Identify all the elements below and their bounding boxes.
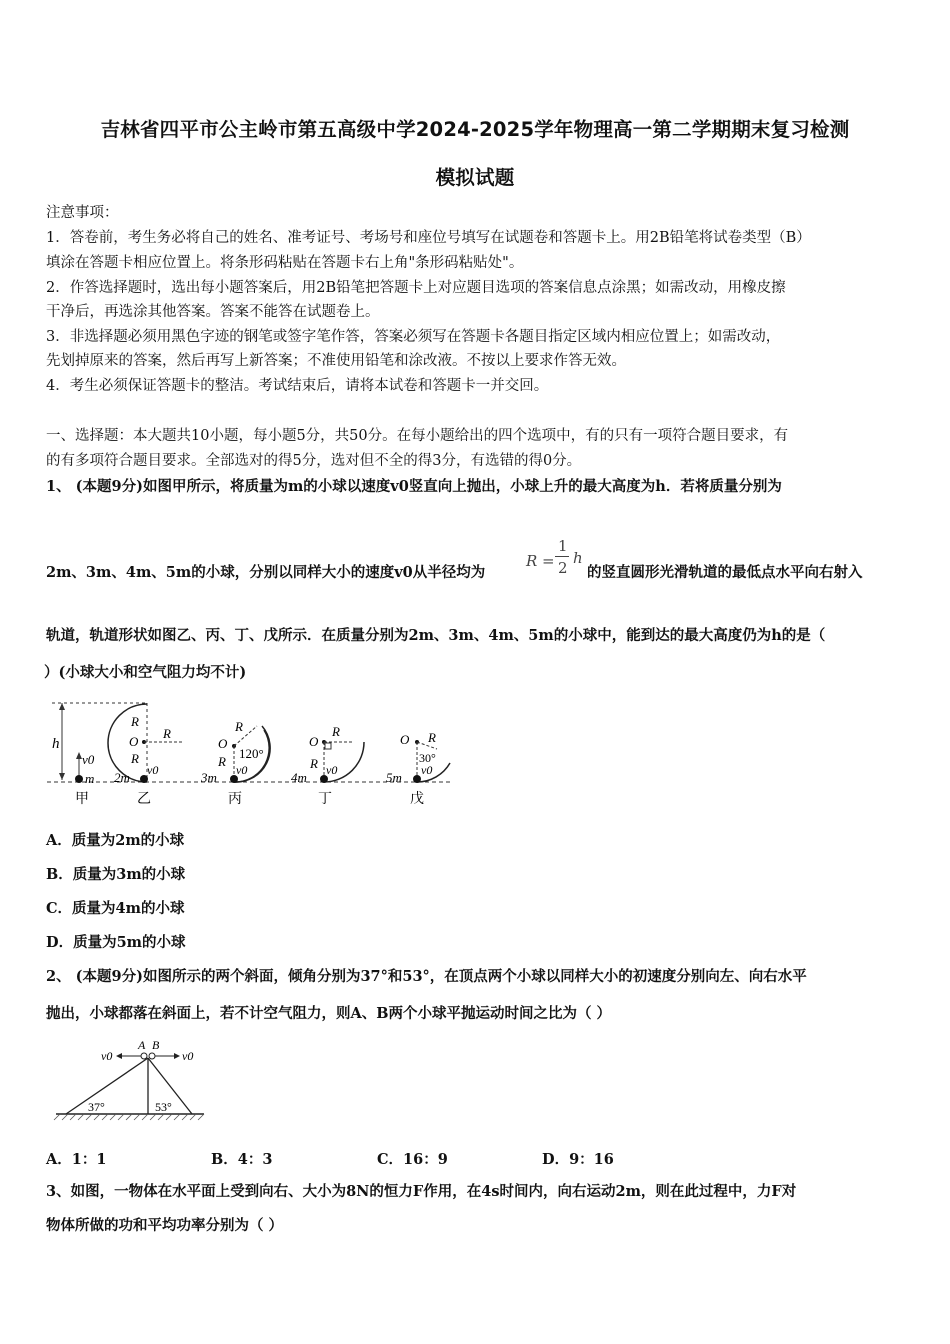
radius-label: R — [218, 754, 226, 769]
velocity-label: v0 — [421, 763, 433, 777]
q2-incline-figure — [52, 1036, 212, 1122]
q1-option-c[interactable]: C．质量为4m的小球 — [46, 900, 185, 917]
angle-37-label: 37° — [88, 1100, 105, 1114]
formula-variable: h — [573, 549, 583, 567]
velocity-right-label: v0 — [182, 1049, 194, 1063]
radius-label: R — [131, 751, 139, 766]
figure-label-yi: 乙 — [137, 792, 151, 807]
exam-title-line2: 模拟试题 — [435, 166, 515, 189]
center-label: O — [129, 734, 139, 749]
height-label: h — [52, 736, 60, 752]
center-label: O — [218, 736, 228, 751]
q3-text: 3、如图，一物体在水平面上受到向右、大小为8N的恒力F作用，在4s时间内，向右运动2m，则在此过程中，力F对 — [46, 1183, 797, 1200]
figure-label-jia: 甲 — [75, 792, 89, 807]
mass-label: 4m — [291, 770, 307, 785]
q1-track-figure — [42, 696, 462, 810]
velocity-label: v0 — [82, 752, 95, 767]
notice-line: 1．答卷前，考生务必将自己的姓名、准考证号、考场号和座位号填写在试题卷和答题卡上。用2B铅笔将试卷类型（B） — [46, 230, 811, 246]
ball-b-label: B — [152, 1038, 160, 1052]
section1-instructions: 一、选择题：本大题共10小题，每小题5分，共50分。在每小题给出的四个选项中，有的只有一项符合题目要求，有 — [46, 428, 789, 444]
radius-label: R — [428, 730, 436, 745]
radius-label: R — [163, 726, 171, 741]
section1-instructions: 的有多项符合题目要求。全部选对的得5分，选对但不全的得3分，有选错的得0分。 — [46, 453, 582, 469]
q1-option-b[interactable]: B．质量为3m的小球 — [46, 866, 186, 883]
radius-label: R — [235, 719, 243, 734]
center-label: O — [400, 732, 410, 747]
figure-label-wu: 戊 — [410, 792, 424, 807]
angle-label: 30° — [419, 751, 436, 765]
q2-option-b[interactable]: B．4：3 — [211, 1151, 273, 1168]
exam-title-line1: 吉林省四平市公主岭市第五高级中学2024-2025学年物理高一第二学期期末复习检测 — [100, 118, 850, 141]
velocity-label: v0 — [326, 763, 338, 777]
velocity-left-label: v0 — [101, 1049, 113, 1063]
ball-a-label: A — [138, 1038, 146, 1052]
notice-line: 干净后，再选涂其他答案。答案不能答在试题卷上。 — [46, 304, 380, 320]
q1-text: 2m、3m、4m、5m的小球，分别以同样大小的速度v0从半径均为 — [46, 564, 486, 581]
radius-label: R — [310, 756, 318, 771]
mass-label: m — [85, 771, 95, 786]
notice-line: 先划掉原来的答案，然后再写上新答案；不准使用铅笔和涂改液。不按以上要求作答无效。 — [46, 353, 626, 369]
formula-denominator: 2 — [558, 559, 568, 577]
notice-line: 4．考生必须保证答题卡的整洁。考试结束后，请将本试卷和答题卡一并交回。 — [46, 378, 549, 394]
mass-label: 3m — [201, 770, 217, 785]
q2-text: 2、 (本题9分)如图所示的两个斜面，倾角分别为37°和53°，在顶点两个小球以同样大小的初速度分别向左、向右水平 — [46, 968, 807, 985]
formula-lhs: R = — [526, 552, 555, 570]
radius-label: R — [131, 714, 139, 729]
notice-heading: 注意事项： — [46, 205, 119, 221]
q2-option-c[interactable]: C．16：9 — [377, 1151, 448, 1168]
q1-text: 1、 (本题9分)如图甲所示，将质量为m的小球以速度v0竖直向上抛出，小球上升的最大高度为h．若将质量分别为 — [46, 478, 782, 495]
angle-label: 120° — [239, 746, 264, 761]
mass-label: 2m — [114, 770, 130, 785]
q1-text: ）(小球大小和空气阻力均不计) — [44, 664, 247, 681]
radius-label: R — [332, 724, 340, 739]
angle-53-label: 53° — [155, 1100, 172, 1114]
figure-label-ding: 丁 — [318, 792, 332, 807]
mass-label: 5m — [386, 770, 402, 785]
q1-option-d[interactable]: D．质量为5m的小球 — [46, 934, 186, 951]
q2-text: 抛出，小球都落在斜面上，若不计空气阻力，则A、B两个小球平抛运动时间之比为（ ） — [46, 1005, 612, 1022]
velocity-label: v0 — [236, 763, 248, 777]
q1-text: 轨道，轨道形状如图乙、丙、丁、戊所示．在质量分别为2m、3m、4m、5m的小球中，能到达的最大高度仍为h的是（ — [46, 627, 826, 644]
notice-line: 2．作答选择题时，选出每小题答案后，用2B铅笔把答题卡上对应题目选项的答案信息点涂黑；如需改动，用橡皮擦 — [46, 280, 786, 296]
formula-numerator: 1 — [558, 537, 568, 555]
q1-text: 的竖直圆形光滑轨道的最低点水平向右射入 — [587, 564, 863, 581]
q3-text: 物体所做的功和平均功率分别为（ ） — [46, 1217, 284, 1234]
q1-option-a[interactable]: A．质量为2m的小球 — [46, 832, 185, 849]
center-label: O — [309, 734, 319, 749]
velocity-label: v0 — [147, 763, 159, 777]
q2-option-d[interactable]: D．9：16 — [542, 1151, 614, 1168]
figure-label-bing: 丙 — [228, 792, 242, 807]
notice-line: 填涂在答题卡相应位置上。将条形码粘贴在答题卡右上角"条形码粘贴处"。 — [46, 255, 524, 271]
notice-line: 3．非选择题必须用黑色字迹的钢笔或签字笔作答，答案必须写在答题卡各题目指定区域内相应位置上；如需改动， — [46, 329, 781, 345]
q2-option-a[interactable]: A．1：1 — [46, 1151, 107, 1168]
